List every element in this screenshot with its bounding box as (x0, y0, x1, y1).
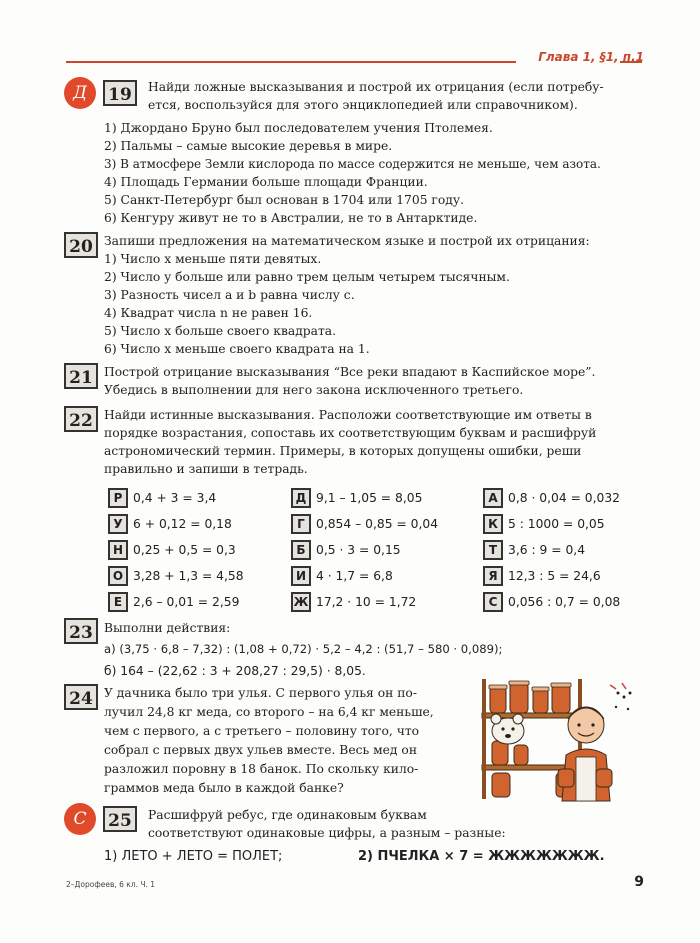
cipher-expression: 0,854 – 0,85 = 0,04 (316, 517, 439, 531)
cipher-expression: 0,4 + 3 = 3,4 (133, 491, 217, 505)
cipher-expression: 9,1 – 1,05 = 8,05 (316, 491, 423, 505)
task20-line: 1) Число x меньше пяти девятых. (104, 252, 322, 266)
task24-line: У дачника было три улья. С первого улья он по- (104, 686, 417, 700)
beekeeper-illustration (478, 673, 642, 803)
task20-line: 3) Разность чисел a и b равна числу c. (104, 288, 355, 302)
task22-line: Найди истинные высказывания. Расположи соответствующие им ответы в (104, 408, 592, 422)
cipher-letter: Я (483, 566, 503, 586)
task-number-21: 21 (64, 363, 98, 389)
cipher-letter: Т (483, 540, 503, 560)
cipher-expression: 6 + 0,12 = 0,18 (133, 517, 232, 531)
difficulty-badge-c: С (64, 803, 96, 835)
cipher-expression: 5 : 1000 = 0,05 (508, 517, 605, 531)
task20-line: 5) Число x больше своего квадрата. (104, 324, 337, 338)
cipher-letter: А (483, 488, 503, 508)
task22-line: порядке возрастания, сопоставь их соответствующим буквам и расшифруй (104, 426, 597, 440)
task23-expression-b: б) 164 – (22,62 : 3 + 208,27 : 29,5) · 8,05. (104, 664, 366, 678)
task24-line: чем с первого, а с третьего – половину того, что (104, 724, 420, 738)
task23-expression-a: а) (3,75 · 6,8 – 7,32) : (1,08 + 0,72) · 5,2 – 4,2 : (51,7 – 580 · 0,089); (104, 642, 503, 656)
rebus-2: 2) ПЧЕЛКА × 7 = ЖЖЖЖЖЖЖ. (358, 849, 605, 864)
task-number-24: 24 (64, 684, 98, 710)
cipher-letter: И (291, 566, 311, 586)
task20-line: 2) Число y больше или равно трем целым четырем тысячным. (104, 270, 510, 284)
task19-line: 1) Джордано Бруно был последователем учения Птолемея. (104, 121, 493, 135)
cipher-letter: С (483, 592, 503, 612)
task-number-25: 25 (103, 806, 137, 832)
cipher-letter: Е (108, 592, 128, 612)
cipher-expression: 2,6 – 0,01 = 2,59 (133, 595, 240, 609)
task24-line: лучил 24,8 кг меда, со второго – на 6,4 кг меньше, (104, 705, 434, 719)
cipher-letter: Г (291, 514, 311, 534)
task19-line: 3) В атмосфере Земли кислорода по массе содержится не меньше, чем азота. (104, 157, 601, 171)
task24-line: разложил поровну в 18 банок. По скольку кило- (104, 762, 419, 776)
task24-line: собрал с первых двух ульев вместе. Весь мед он (104, 743, 418, 757)
cipher-expression: 0,056 : 0,7 = 0,08 (508, 595, 621, 609)
task23-line: Выполни действия: (104, 621, 231, 635)
difficulty-badge-d: Д (64, 77, 96, 109)
task20-line: 6) Число x меньше своего квадрата на 1. (104, 342, 370, 356)
task25-line: Расшифруй ребус, где одинаковым буквам (148, 808, 427, 822)
cipher-letter: Б (291, 540, 311, 560)
rebus-1: 1) ЛЕТО + ЛЕТО = ПОЛЕТ; (104, 849, 283, 864)
task21-line: Убедись в выполнении для него закона исключенного третьего. (104, 383, 524, 397)
cipher-letter: О (108, 566, 128, 586)
cipher-expression: 17,2 · 10 = 1,72 (316, 595, 417, 609)
cipher-expression: 0,8 · 0,04 = 0,032 (508, 491, 620, 505)
header-rule (66, 61, 516, 63)
cipher-letter: У (108, 514, 128, 534)
task20-line: 4) Квадрат числа n не равен 16. (104, 306, 313, 320)
cipher-expression: 4 · 1,7 = 6,8 (316, 569, 393, 583)
cipher-letter: К (483, 514, 503, 534)
cipher-expression: 0,5 · 3 = 0,15 (316, 543, 401, 557)
cipher-letter: Д (291, 488, 311, 508)
task-number-20: 20 (64, 232, 98, 258)
task-number-22: 22 (64, 406, 98, 432)
task19-line: 5) Санкт-Петербург был основан в 1704 или 1705 году. (104, 193, 464, 207)
task24-line: граммов меда было в каждой банке? (104, 781, 344, 795)
task-number-19: 19 (103, 80, 137, 106)
task19-line: Найди ложные высказывания и построй их отрицания (если потребу- (148, 80, 604, 94)
task19-line: 4) Площадь Германии больше площади Франции. (104, 175, 428, 189)
task25-line: соответствуют одинаковые цифры, а разным – разные: (148, 826, 506, 840)
chapter-label: Глава 1, §1, п.1 (538, 50, 644, 64)
cipher-expression: 3,28 + 1,3 = 4,58 (133, 569, 244, 583)
footer-imprint: 2–Дорофеев, 6 кл. Ч. 1 (66, 880, 156, 889)
task21-line: Построй отрицание высказывания “Все реки впадают в Каспийское море”. (104, 365, 596, 379)
page-number: 9 (634, 874, 644, 890)
task20-line: Запиши предложения на математическом языке и построй их отрицания: (104, 234, 590, 248)
task19-line: 2) Пальмы – самые высокие деревья в мире. (104, 139, 393, 153)
task22-line: астрономический термин. Примеры, в которых допущены ошибки, реши (104, 444, 582, 458)
cipher-letter: Н (108, 540, 128, 560)
task-number-23: 23 (64, 618, 98, 644)
task19-line: 6) Кенгуру живут не то в Австралии, не то в Антарктиде. (104, 211, 478, 225)
task22-line: правильно и запиши в тетрадь. (104, 462, 308, 476)
cipher-letter: Р (108, 488, 128, 508)
cipher-expression: 12,3 : 5 = 24,6 (508, 569, 601, 583)
cipher-expression: 0,25 + 0,5 = 0,3 (133, 543, 236, 557)
task19-line: ется, воспользуйся для этого энциклопедией или справочником). (148, 98, 578, 112)
cipher-letter: Ж (291, 592, 311, 612)
cipher-expression: 3,6 : 9 = 0,4 (508, 543, 586, 557)
